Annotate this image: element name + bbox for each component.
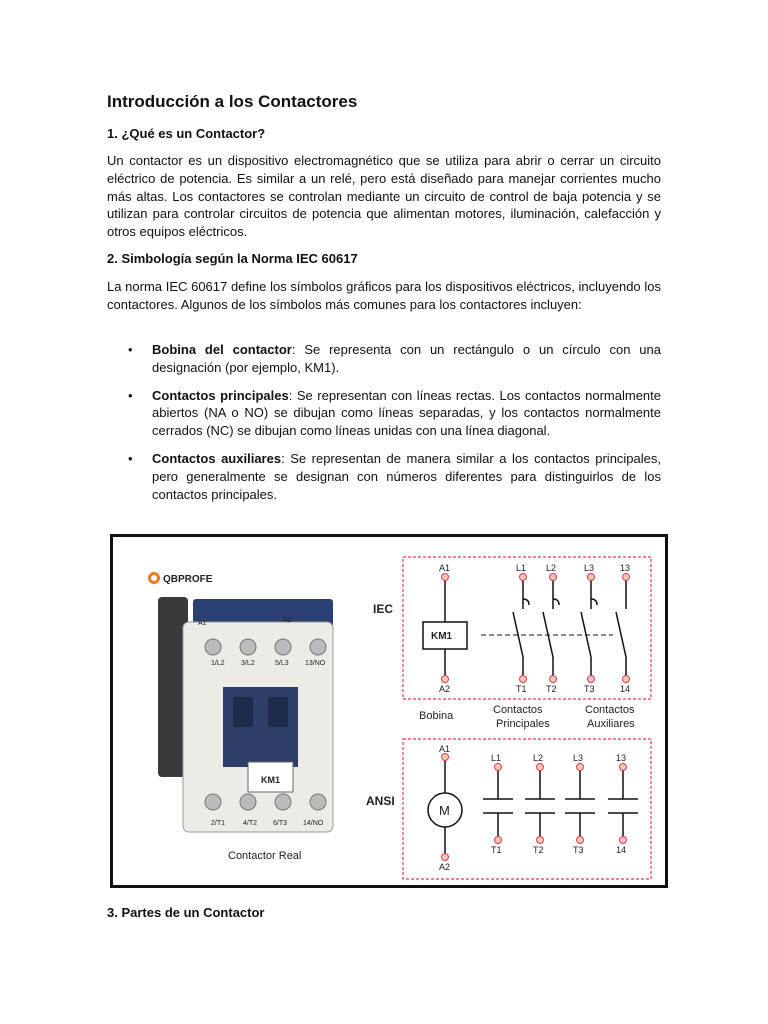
photo-label-a2: A2 xyxy=(283,617,292,624)
photo-terminal-6: 6/T3 xyxy=(273,820,288,827)
list-item xyxy=(107,450,661,503)
ansi-top-l1: L1 xyxy=(491,753,502,763)
page-title: Introducción a los Contactores xyxy=(107,92,358,111)
bullet-icon: • xyxy=(128,387,133,403)
section3-heading: 3. Partes de un Contactor xyxy=(107,905,265,920)
photo-terminal-3: 3/L2 xyxy=(241,660,255,667)
ansi-diagram xyxy=(403,739,651,879)
bullet-text: : Se representa con un rectángulo o un círculo con una designación (por ejemplo, KM1). xyxy=(152,342,661,375)
photo-km1-label: KM1 xyxy=(261,775,281,785)
ansi-top-l3: L3 xyxy=(573,753,584,763)
iec-top-l1: L1 xyxy=(516,563,527,573)
photo-label-a1: A1 xyxy=(198,620,207,627)
motor-label: M xyxy=(439,803,450,818)
coil-terminal-a1: A1 xyxy=(439,563,451,573)
photo-terminal-4: 4/T2 xyxy=(243,820,258,827)
bullet-text: : Se representan con líneas rectas. Los contactos normalmente abiertos (NA o NO) se dibujan como líneas separadas, y los contactos normalmente cerrados (NC) se dibujan como líneas unidas con una línea diagonal. xyxy=(152,387,662,439)
iec-bottom-t1: T1 xyxy=(516,684,527,694)
list-item xyxy=(107,341,661,377)
ansi-bottom-14: 14 xyxy=(616,845,627,855)
iec-bottom-14: 14 xyxy=(620,684,631,694)
bullet-term: Contactos principales xyxy=(152,387,289,403)
ansi-label: ANSI xyxy=(366,794,395,808)
iec-top-l2: L2 xyxy=(546,563,557,573)
iec-top-13: 13 xyxy=(620,563,631,573)
symbol-list xyxy=(107,341,661,513)
iec-diagram xyxy=(403,557,651,699)
photo-terminal-14: 14/NO xyxy=(303,820,324,827)
bullet-term: Contactos auxiliares xyxy=(152,450,282,466)
section1-paragraph: Un contactor es un dispositivo electromagnético que se utiliza para abrir o cerrar un circuito eléctrico de potencia. Es similar a un relé, pero está diseñado para manejar corrientes mucho más altas. Los contactores se controlan mediante un circuito de control de baja potencia y se utilizan para controlar circuitos de potencia que alimentan motores, iluminación, calefacción y otros equipos eléctricos. xyxy=(107,153,661,240)
ansi-bottom-t2: T2 xyxy=(533,845,544,855)
photo-caption: Contactor Real xyxy=(228,850,302,862)
photo-terminal-1: 1/L2 xyxy=(211,660,225,667)
iec-bottom-t2: T2 xyxy=(546,684,557,694)
bullet-term: Bobina del contactor xyxy=(152,342,292,357)
photo-terminal-5: 5/L3 xyxy=(275,660,289,667)
caption-aux-2: Auxiliares xyxy=(587,718,635,730)
brand-logo xyxy=(148,572,213,585)
ansi-coil-a1: A1 xyxy=(439,744,451,754)
bullet-text: : Se representan de manera similar a los contactos principales, pero generalmente se designan con números diferentes para distinguirlos de los contactos principales. xyxy=(152,450,661,502)
contactor-figure xyxy=(110,534,668,888)
caption-main-2: Principales xyxy=(496,718,550,730)
caption-main-1: Contactos xyxy=(493,704,543,716)
iec-bottom-t3: T3 xyxy=(584,684,595,694)
caption-aux-1: Contactos xyxy=(585,704,635,716)
bullet-icon: • xyxy=(128,342,133,357)
photo-terminal-13: 13/NO xyxy=(305,660,326,667)
photo-terminal-2: 2/T1 xyxy=(211,820,226,827)
ansi-top-l2: L2 xyxy=(533,753,544,763)
contactor-photo xyxy=(158,597,333,862)
ansi-bottom-t3: T3 xyxy=(573,845,584,855)
coil-label: KM1 xyxy=(431,631,453,642)
ansi-bottom-t1: T1 xyxy=(491,845,502,855)
iec-top-l3: L3 xyxy=(584,563,595,573)
ansi-coil-a2: A2 xyxy=(439,862,451,872)
coil-terminal-a2: A2 xyxy=(439,684,451,694)
section2-paragraph: La norma IEC 60617 define los símbolos gráficos para los dispositivos eléctricos, incluyendo los contactores. Algunos de los símbolos más comunes para los contactores incluyen: xyxy=(107,279,661,312)
bullet-icon: • xyxy=(128,450,133,466)
logo-text: QBPROFE xyxy=(163,574,213,585)
contactor-illustration xyxy=(113,537,665,885)
iec-label: IEC xyxy=(373,602,394,616)
section1-heading: 1. ¿Qué es un Contactor? xyxy=(107,126,266,141)
list-item xyxy=(107,387,661,440)
caption-coil: Bobina xyxy=(419,710,454,722)
section2-heading: 2. Simbología según la Norma IEC 60617 xyxy=(107,251,358,266)
ansi-top-13: 13 xyxy=(616,753,627,763)
